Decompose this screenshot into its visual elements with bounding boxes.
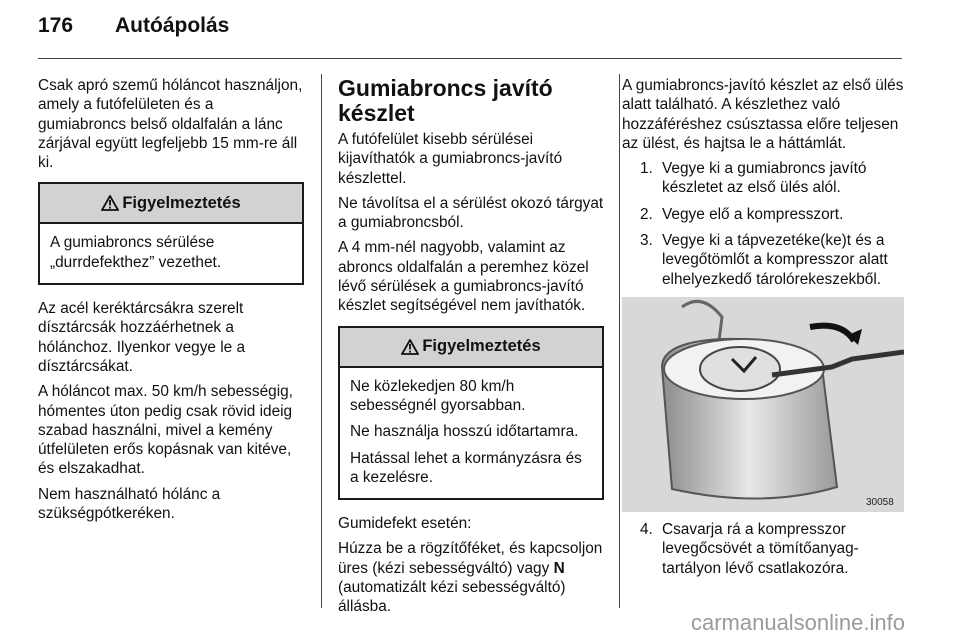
column-2 bbox=[338, 76, 604, 623]
paragraph: Gumidefekt esetén: bbox=[338, 515, 472, 533]
paragraph: A futófelület kisebb sérülései kijavíthatók a gumiabroncs-javító készlettel. bbox=[338, 131, 563, 187]
page-title: Autóápolás bbox=[115, 14, 230, 37]
column-1 bbox=[38, 76, 304, 529]
warning-triangle-icon bbox=[401, 339, 419, 355]
list-item: 3. Vegye ki a tápvezetéke(ke)t és a levegőtömlőt a kompresszor alatt elhelyezkedő tárolórekeszekből. bbox=[640, 232, 888, 288]
warning-box bbox=[338, 326, 604, 500]
paragraph: Nem használható hólánc a szükségpótkeréken. bbox=[38, 485, 221, 523]
steps-list bbox=[622, 159, 904, 289]
page-number: 176 bbox=[38, 14, 74, 37]
figure-code: 30058 bbox=[866, 496, 894, 508]
list-item: 1. Vegye ki a gumiabroncs javító készletet az első ülés alól. bbox=[640, 160, 867, 197]
warning-line: Ne közlekedjen 80 km/h sebességnél gyorsabban. bbox=[350, 377, 526, 414]
warning-line: Hatással lehet a kormányzásra és a kezelésre. bbox=[350, 449, 582, 486]
paragraph: A gumiabroncs-javító készlet az első ülés alatt található. A készlethez való hozzáféréshez csúsztassa előre teljesen az ülést, és hajtsa le a háttámlát. bbox=[622, 77, 904, 152]
paragraph: A hóláncot max. 50 km/h sebességig, hómentes úton pedig csak rövid ideig szabad használni, mivel a kemény útfelületen erős kopásnak van kitéve, és elszakadhat. bbox=[38, 383, 293, 478]
paragraph: Az acél keréktárcsákra szerelt dísztárcsák hozzáérhetnek a hólánchoz. Ilyenkor vegye le a dísztárcsákat. bbox=[38, 300, 246, 375]
header-rule bbox=[38, 58, 902, 59]
list-item: 2. Vegye elő a kompresszort. bbox=[640, 205, 844, 223]
warning-title: Figyelmeztetés bbox=[422, 337, 541, 356]
warning-box bbox=[38, 182, 304, 285]
paragraph: A 4 mm-nél nagyobb, valamint az abroncs oldalfalán a peremhez közel lévő sérülések a gumiabroncs-javító készlet segítségével nem javíthatók. bbox=[338, 239, 589, 315]
column-divider-2 bbox=[619, 74, 620, 608]
steps-list-continued bbox=[622, 520, 904, 578]
compressor-illustration bbox=[622, 297, 904, 512]
warning-triangle-icon bbox=[101, 195, 119, 211]
column-divider-1 bbox=[321, 74, 322, 608]
paragraph-gear: Húzza be a rögzítőféket, és kapcsoljon üres (kézi sebességváltó) vagy N (automatizált kézi sebességváltó) állásba. bbox=[338, 540, 603, 616]
paragraph: Csak apró szemű hóláncot használjon, amely a futófelületen és a gumiabroncs belső oldalfalán a lánc zárjával együtt legfeljebb 15 mm-re áll ki. bbox=[38, 77, 303, 172]
warning-line: Ne használja hosszú időtartamra. bbox=[350, 423, 579, 441]
warning-title: Figyelmeztetés bbox=[122, 193, 241, 212]
warning-header bbox=[40, 184, 302, 224]
column-3 bbox=[622, 76, 904, 585]
paragraph: Ne távolítsa el a sérülést okozó tárgyat a gumiabroncsból. bbox=[338, 194, 604, 232]
warning-text: A gumiabroncs sérülése „durrdefekthez” vezethet. bbox=[50, 234, 222, 271]
watermark: carmanualsonline.info bbox=[690, 610, 905, 635]
warning-header bbox=[340, 328, 602, 368]
list-item: 4. Csavarja rá a kompresszor levegőcsövét a tömítőanyag-tartályon lévő csatlakozóra. bbox=[640, 520, 859, 577]
section-heading: Gumiabroncs javító készlet bbox=[338, 75, 553, 126]
gear-letter: N bbox=[553, 559, 565, 577]
